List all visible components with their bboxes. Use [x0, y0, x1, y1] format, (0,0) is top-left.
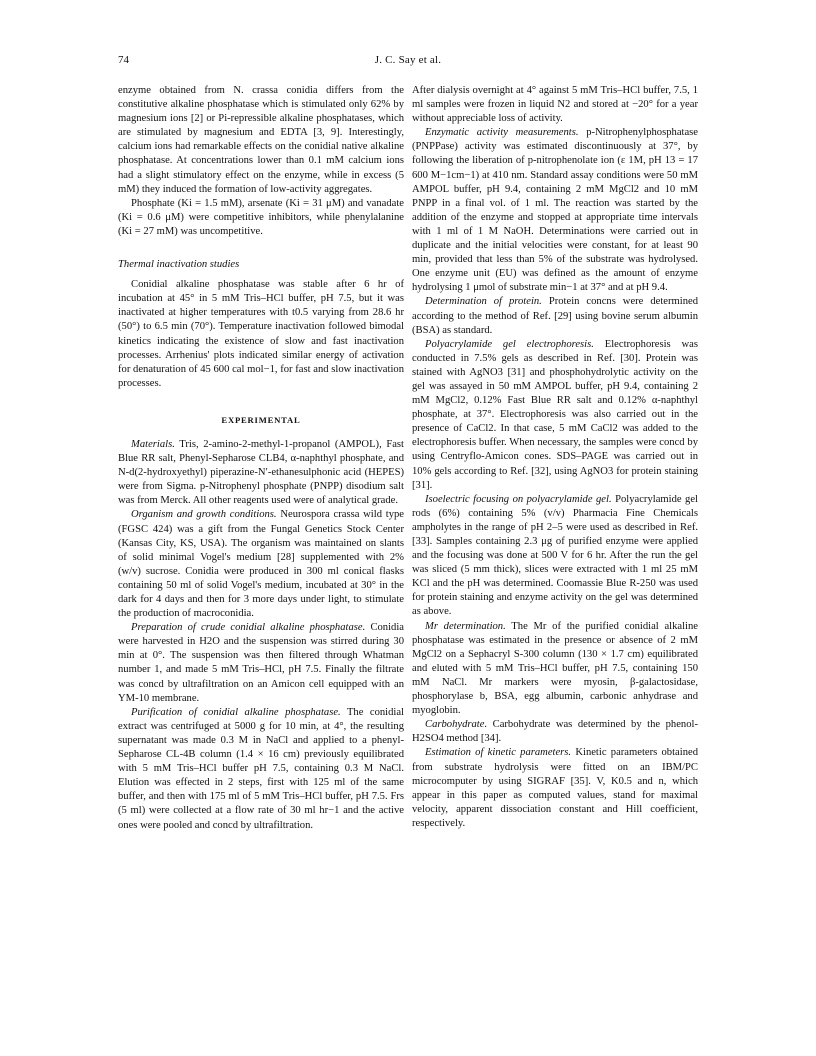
- purification-text: The conidial extract was centrifuged at 5000 g for 10 min, at 4°, the resulting supernatant was made 0.3 M in NaCl and applied to a phenyl-Sepharose CL-4B column (1.4 × 16 cm) previously equilibrated with 5 mM Tris–HCl buffer pH 7.5, containing 0.3 M NaCl. Elution was effected in 2 steps, first with 125 ml of the same buffer, and then with 175 ml of 5 mM Tris–HCl buffer, pH 7.5. Frs (5 ml) were collected at a flow rate of 30 ml hr−1 and the active ones were pooled and concd by ultrafiltration.: [118, 706, 404, 831]
- electrophoresis-run-head: Polyacrylamide gel electrophoresis.: [425, 338, 594, 350]
- inhibitor-paragraph: Phosphate (Ki = 1.5 mM), arsenate (Ki = 31 μM) and vanadate (Ki = 0.6 μM) were competitive inhibitors, while phenylalanine (Ki = 27 mM) was uncompetitive.: [118, 197, 404, 237]
- experimental-heading: EXPERIMENTAL: [221, 414, 301, 425]
- enzymatic-paragraph: [412, 126, 698, 295]
- materials-paragraph: [118, 438, 404, 508]
- mr-run-head: Mr determination.: [425, 620, 506, 632]
- purification-run-head: Purification of conidial alkaline phosphatase.: [131, 706, 341, 718]
- thermal-section-title: Thermal inactivation studies: [118, 259, 240, 271]
- protein-run-head: Determination of protein.: [425, 296, 542, 308]
- carbohydrate-paragraph: [412, 718, 698, 746]
- materials-text: Tris, 2-amino-2-methyl-1-propanol (AMPOL), Fast Blue RR salt, Phenyl-Sepharose CLB4, α-naphthyl phosphate, and N-d(2-hydroxyethyl) piperazine-N′-ethanesulphonic acid (HEPES) were from Sigma. p-Nitrophenyl phosphate (PNPP) disodium salt was from Merck. All other reagents used were of analytical grade.: [118, 438, 404, 507]
- page-header: [118, 54, 698, 66]
- organism-text: Neurospora crassa wild type (FGSC 424) was a gift from the Fungal Genetics Stock Center (Kansas City, KS, USA). The organism was maintained on slants of solid minimal Vogel's medium [28] supplemented with 2% (w/v) sucrose. Conidia were produced in 300 ml conical flasks containing 50 ml of solid Vogel's medium, incubated at 30° in the dark for 4 days and then for 3 more days under light, to stimulate the production of macroconidia.: [118, 509, 404, 620]
- organism-paragraph: [118, 508, 404, 621]
- ief-paragraph: [412, 493, 698, 620]
- materials-run-head: Materials.: [131, 438, 175, 450]
- crude-paragraph: [118, 621, 404, 706]
- organism-run-head: Organism and growth conditions.: [131, 509, 277, 521]
- crude-text: Conidia were harvested in H2O and the suspension was stirred during 30 min at 0°. The suspension was then filtered through Whatman number 1, and made 5 mM Tris–HCl, pH 7.5. Finally the filtrate was concd by ultrafiltration on an Amicon cell equipped with an YM-10 membrane.: [118, 622, 404, 704]
- kinetic-run-head: Estimation of kinetic parameters.: [425, 747, 572, 759]
- purification-paragraph: [118, 706, 404, 833]
- kinetic-paragraph: [412, 746, 698, 831]
- ief-run-head: Isoelectric focusing on polyacrylamide gel.: [425, 493, 612, 505]
- page-number: 74: [118, 54, 129, 66]
- crude-run-head: Preparation of crude conidial alkaline phosphatase.: [131, 622, 366, 634]
- electrophoresis-text: Electrophoresis was conducted in 7.5% gels as described in Ref. [30]. Protein was stained with AgNO3 [31] and phosphohydrolytic activity on the gel was assayed in 50 mM AMPOL buffer, pH 9.4, containing 2 mM MgCl2, 0.12% Fast Blue RR salt and 0.12% α-naphthyl phosphate, at 37°. Electrophoresis was also carried out in the presence of CaCl2. In that case, 5 mM CaCl2 was added to the electrophoresis buffer. When necessary, the samples were concd by using Centryflo-Amicon cones. SDS–PAGE was carried out in 10% gels according to Ref. [32], using AgNO3 for protein staining [31].: [412, 338, 698, 491]
- protein-paragraph: [412, 295, 698, 337]
- running-head: J. C. Say et al.: [374, 54, 442, 66]
- ief-text: Polyacrylamide gel rods (6%) containing 5% (v/v) Pharmacia Fine Chemicals ampholytes in the range of pH 2–5 were used as described in Ref. [33]. Samples containing 2.3 μg of purified enzyme were applied and the focusing was done at 500 V for 6 hr. After the run the gel was sliced (5 mm thick), slices were extracted with 1 ml 25 mM KCl and the pH was determined. Coomassie Blue R-250 was used for protein staining and enzyme activity on the gel was determined as above.: [412, 493, 699, 618]
- right-column: [412, 84, 698, 831]
- dialysis-paragraph: After dialysis overnight at 4° against 5 mM Tris–HCl buffer, 7.5, 1 ml samples were frozen in liquid N2 and stored at −20° for a year without appreciable loss of activity.: [412, 85, 698, 125]
- enzymatic-text: p-Nitrophenylphosphatase (PNPPase) activity was estimated discontinuously at 37°, by following the liberation of p-nitrophenolate ion (ε 1M, pH 13 = 17 600 M−1cm−1) at 410 nm. Standard assay conditions were 50 mM AMPOL buffer, pH 9.4, containing 2 mM MgCl2 and 10 mM PNPP in a final vol. of 1 ml. The reaction was started by the addition of the enzyme and stopped at appropriate time intervals with 1 ml of 1 M NaOH. Determinations were carried out in duplicate and the initial velocities were constant, for at least 90 min, provided that less than 5% of the substrate was hydrolysed. One enzyme unit (EU) was defined as the amount of enzyme hydrolysing 1 μmol of substrate min−1 at 37° and at pH 9.4.: [412, 127, 698, 294]
- electrophoresis-paragraph: [412, 338, 698, 493]
- carbohydrate-text: Carbohydrate was determined by the phenol-H2SO4 method [34].: [412, 719, 699, 745]
- enzymatic-run-head: Enzymatic activity measurements.: [425, 127, 579, 139]
- left-column: [118, 84, 404, 833]
- thermal-paragraph: Conidial alkaline phosphatase was stable after 6 hr of incubation at 45° in 5 mM Tris–HCl buffer, pH 7.5, but it was inactivated at higher temperatures with t0.5 varying from 28.6 hr (50°) to 6.5 min (70°). Temperature inactivation followed bimodal kinetics indicating the existence of slow and fast inactivation processes. Arrhenius' plots indicated similar energy of activation for denaturation of 45 600 cal mol−1, for fast and slow inactivation processes.: [118, 279, 404, 389]
- kinetic-text: Kinetic parameters obtained from substrate hydrolysis were fitted on an IBM/PC microcomputer by using SIGRAF [35]. V, K0.5 and n, which appear in this paper as computed values, stand for maximal velocity, apparent dissociation constant and Hill coefficient, respectively.: [412, 747, 698, 829]
- carbohydrate-run-head: Carbohydrate.: [425, 719, 488, 731]
- protein-text: Protein concns were determined according to the method of Ref. [29] using bovine serum albumin (BSA) as standard.: [412, 296, 699, 336]
- mr-text: The Mr of the purified conidial alkaline phosphatase was estimated in the presence or absence of 2 mM MgCl2 on a Sephacryl S-300 column (130 × 1.7 cm) equilibrated and eluted with 5 mM Tris–HCl buffer, pH 7.5, containing 150 mM NaCl. Mr markers were myosin, β-galactosidase, phosphorylase b, BSA, egg albumin, carbonic anhydrase and myoglobin.: [412, 620, 698, 717]
- intro-paragraph: enzyme obtained from N. crassa conidia differs from the constitutive alkaline phosphatase which is stimulated only 62% by magnesium ions [2] or Pi-repressible alkaline phosphatases, which are stimulated by magnesium and EDTA [3, 9]. Interestingly, calcium ions had remarkable effects on the conidial native alkaline phosphatase. At concentrations lower than 0.1 mM calcium ions had a slight stimulatory effect on the enzyme, while in excess (5 mM) they induced the formation of low-activity aggregates.: [118, 85, 404, 195]
- mr-paragraph: [412, 620, 698, 719]
